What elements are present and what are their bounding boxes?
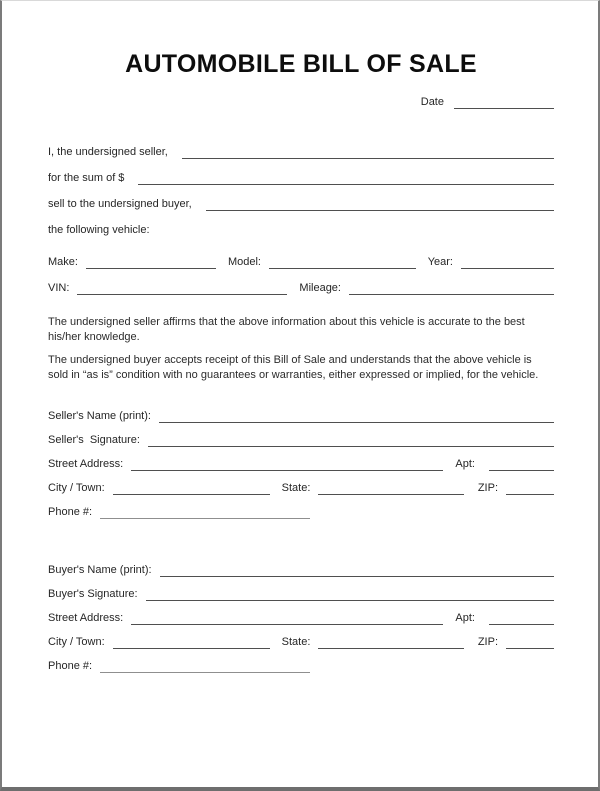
make-model-year-row (48, 255, 554, 269)
vehicle-section (48, 255, 554, 295)
seller-phone-label: Phone #: (48, 506, 93, 518)
buyer-statement-row (48, 197, 554, 211)
buyer-signature-label: Buyer's Signature: (48, 588, 138, 600)
seller-zip-label: ZIP: (477, 482, 498, 494)
seller-apt-label: Apt: (455, 458, 475, 470)
buyer-state-label: State: (281, 636, 311, 648)
sum-line[interactable] (138, 171, 554, 185)
vehicle-intro-label: the following vehicle: (48, 224, 150, 236)
buyer-phone-input-line[interactable] (100, 659, 310, 673)
seller-name-line[interactable] (182, 145, 554, 159)
buyer-street-label: Street Address: (48, 612, 124, 624)
year-input-line[interactable] (461, 255, 554, 269)
vin-mileage-row (48, 281, 554, 295)
buyer-info-section (48, 563, 554, 673)
buyer-zip-label: ZIP: (477, 636, 498, 648)
seller-zip-input-line[interactable] (506, 481, 554, 495)
date-input-line[interactable] (454, 95, 554, 109)
buyer-state-input-line[interactable] (318, 635, 463, 649)
buyer-phone-row (48, 659, 554, 673)
buyer-signature-row (48, 587, 554, 601)
model-label: Model: (227, 256, 261, 268)
seller-signature-label: Seller's Signature: (48, 434, 140, 446)
buyer-signature-input-line[interactable] (146, 587, 554, 601)
buyer-name-label: Buyer's Name (print): (48, 564, 152, 576)
seller-signature-input-line[interactable] (148, 433, 554, 447)
buyer-street-input-line[interactable] (131, 611, 443, 625)
buyer-acceptance-paragraph: The undersigned buyer accepts receipt of this Bill of Sale and understands that the above vehicle is sold in “as is” condition with no guarantees or warranties, either expressed or implied, for the vehicle. (48, 354, 539, 381)
seller-apt-input-line[interactable] (489, 457, 554, 471)
make-label: Make: (48, 256, 78, 268)
date-label: Date (420, 96, 444, 108)
date-row (48, 95, 554, 109)
buyer-name-row (48, 563, 554, 577)
buyer-city-label: City / Town: (48, 636, 105, 648)
mileage-input-line[interactable] (349, 281, 554, 295)
sum-label: for the sum of $ (48, 172, 125, 184)
statement-section (48, 145, 554, 237)
buyer-statement-label: sell to the undersigned buyer, (48, 198, 192, 210)
seller-phone-row (48, 505, 554, 519)
seller-street-row (48, 457, 554, 471)
seller-street-input-line[interactable] (131, 457, 443, 471)
make-input-line[interactable] (86, 255, 216, 269)
seller-state-label: State: (281, 482, 311, 494)
seller-signature-row (48, 433, 554, 447)
seller-phone-input-line[interactable] (100, 505, 310, 519)
seller-name-input-line[interactable] (159, 409, 554, 423)
seller-statement-label: I, the undersigned seller, (48, 146, 168, 158)
seller-affirmation-paragraph: The undersigned seller affirms that the above information about this vehicle is accurate to the best his/her knowledge. (48, 316, 525, 343)
year-label: Year: (427, 256, 453, 268)
mileage-label: Mileage: (299, 282, 341, 294)
buyer-name-input-line[interactable] (160, 563, 554, 577)
form-title: AUTOMOBILE BILL OF SALE (125, 50, 477, 78)
seller-city-input-line[interactable] (113, 481, 270, 495)
seller-city-row (48, 481, 554, 495)
buyer-zip-input-line[interactable] (506, 635, 554, 649)
buyer-name-line[interactable] (206, 197, 554, 211)
model-input-line[interactable] (269, 255, 416, 269)
vin-label: VIN: (48, 282, 70, 294)
seller-info-section (48, 409, 554, 519)
buyer-phone-label: Phone #: (48, 660, 93, 672)
buyer-city-input-line[interactable] (113, 635, 270, 649)
vin-input-line[interactable] (77, 281, 287, 295)
buyer-city-row (48, 635, 554, 649)
seller-street-label: Street Address: (48, 458, 124, 470)
vehicle-intro-row (48, 223, 554, 237)
seller-statement-row (48, 145, 554, 159)
seller-name-row (48, 409, 554, 423)
buyer-street-row (48, 611, 554, 625)
seller-name-label: Seller's Name (print): (48, 410, 151, 422)
sum-row (48, 171, 554, 185)
seller-state-input-line[interactable] (318, 481, 463, 495)
buyer-apt-label: Apt: (455, 612, 475, 624)
seller-city-label: City / Town: (48, 482, 105, 494)
buyer-apt-input-line[interactable] (489, 611, 554, 625)
